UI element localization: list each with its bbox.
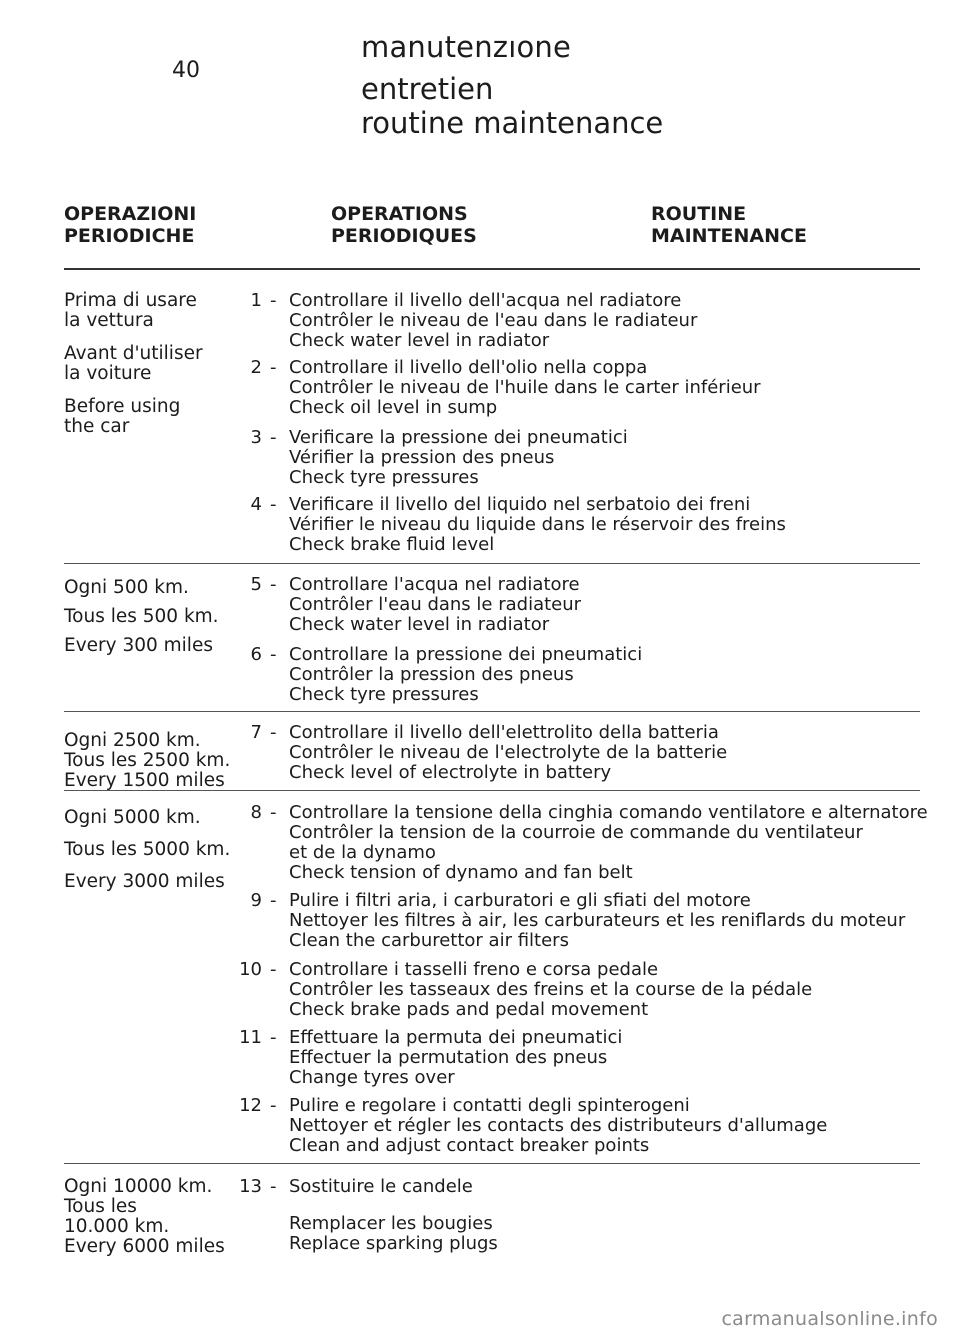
item-line: Controllare la tensione della cinghia comando ventilatore e alternatore <box>289 802 928 823</box>
item-line: Check water level in radiator <box>289 614 550 635</box>
item-line: Contrôler le niveau de l'huile dans le carter inférieur <box>289 377 761 398</box>
item-line: Clean and adjust contact breaker points <box>289 1135 650 1156</box>
header-italian-line: OPERAZIONI <box>64 203 197 225</box>
label-line: Ogni 10000 km. <box>64 1176 213 1197</box>
item-line: Effettuare la permuta dei pneumatici <box>289 1027 623 1048</box>
item-dash: - <box>270 494 277 515</box>
label-line: Ogni 2500 km. <box>64 730 201 751</box>
header-divider <box>64 268 920 270</box>
item-dash: - <box>270 574 277 595</box>
item-line: Contrôler les tasseaux des freins et la course de la pédale <box>289 979 813 1000</box>
label-line: Ogni 5000 km. <box>64 807 201 828</box>
item-line: Controllare l'acqua nel radiatore <box>289 574 580 595</box>
item-dash: - <box>270 959 277 980</box>
item-line <box>289 1197 498 1214</box>
item-dash: - <box>270 1027 277 1048</box>
section-label <box>64 578 219 656</box>
item-line: Check oil level in sump <box>289 397 498 418</box>
label-line: Every 1500 miles <box>64 770 225 791</box>
item-line: Effectuer la permutation des pneus <box>289 1047 608 1068</box>
label-line: Tous les <box>64 1196 137 1217</box>
item-line: Check tyre pressures <box>289 684 479 705</box>
title-french: entretien <box>361 72 494 106</box>
title-italian: manutenzıone <box>361 30 572 64</box>
header-italian-line: PERIODICHE <box>64 225 195 247</box>
item-line: Vérifier la pression des pneus <box>289 447 555 468</box>
label-line: Before using <box>64 396 181 417</box>
item-line: Change tyres over <box>289 1067 455 1088</box>
item-line: Contrôler le niveau de l'eau dans le radiateur <box>289 310 698 331</box>
item-line: Sostituire le candele <box>289 1176 473 1197</box>
header-french-line: PERIODIQUES <box>331 225 477 247</box>
item-number: 6 <box>250 644 262 665</box>
section-divider <box>64 563 920 564</box>
item-line: Pulire i filtri aria, i carburatori e gli sfiati del motore <box>289 890 751 911</box>
label-line: 10.000 km. <box>64 1216 170 1237</box>
item-dash: - <box>270 427 277 448</box>
header-french-line: OPERATIONS <box>331 203 468 225</box>
item-line: Contrôler l'eau dans le radiateur <box>289 594 582 615</box>
title-english: routine maintenance <box>361 106 664 140</box>
item-line: Nettoyer les filtres à air, les carburateurs et les reniflards du moteur <box>289 910 906 931</box>
item-line: Controllare il livello dell'elettrolito della batteria <box>289 722 719 743</box>
item-line: Nettoyer et régler les contacts des distributeurs d'allumage <box>289 1115 828 1136</box>
item-dash: - <box>270 1176 277 1197</box>
header-english <box>651 203 807 247</box>
section-divider <box>64 1163 920 1164</box>
item-line: Check tyre pressures <box>289 467 479 488</box>
item-number: 9 <box>250 890 262 911</box>
item-number: 5 <box>250 574 262 595</box>
label-line: Ogni 500 km. <box>64 577 189 598</box>
section-label <box>64 808 230 892</box>
item-line: Check brake fluid level <box>289 534 495 555</box>
item-dash: - <box>270 290 277 311</box>
item-number: 10 <box>239 959 262 980</box>
item-number: 4 <box>250 494 262 515</box>
item-line: Pulire e regolare i contatti degli spinterogeni <box>289 1095 690 1116</box>
item-number: 8 <box>250 802 262 823</box>
item-number: 2 <box>250 357 262 378</box>
header-french <box>331 203 477 247</box>
item-line: Check water level in radiator <box>289 330 550 351</box>
label-line: Tous les 5000 km. <box>64 839 231 860</box>
item-dash: - <box>270 890 277 911</box>
item-number: 3 <box>250 427 262 448</box>
item-line: Check level of electrolyte in battery <box>289 762 612 783</box>
watermark-text: carmanualsonline.info <box>721 1308 938 1330</box>
label-line: la vettura <box>64 310 154 331</box>
item-number: 1 <box>250 290 262 311</box>
item-number: 13 <box>239 1176 262 1197</box>
item-dash: - <box>270 802 277 823</box>
label-line: Every 6000 miles <box>64 1236 225 1257</box>
label-line: the car <box>64 416 130 437</box>
item-line: Contrôler le niveau de l'electrolyte de la batterie <box>289 742 728 763</box>
item-number: 12 <box>239 1095 262 1116</box>
section-divider <box>64 711 920 712</box>
section-label <box>64 1177 225 1257</box>
item-line: Controllare il livello dell'olio nella coppa <box>289 357 648 378</box>
item-dash: - <box>270 1095 277 1116</box>
section-label <box>64 291 203 437</box>
label-line: Every 3000 miles <box>64 871 225 892</box>
item-line: Check brake pads and pedal movement <box>289 999 649 1020</box>
item-dash: - <box>270 644 277 665</box>
section-label <box>64 731 230 791</box>
item-line: Check tension of dynamo and fan belt <box>289 862 633 883</box>
label-line: Every 300 miles <box>64 635 213 656</box>
item-line: Vérifier le niveau du liquide dans le réservoir des freins <box>289 514 786 535</box>
item-line: Controllare il livello dell'acqua nel radiatore <box>289 290 682 311</box>
header-italian <box>64 203 196 247</box>
section-divider <box>64 790 920 791</box>
header-english-line: MAINTENANCE <box>651 225 807 247</box>
item-number: 7 <box>250 722 262 743</box>
label-line: Tous les 2500 km. <box>64 750 231 771</box>
item-line: Remplacer les bougies <box>289 1213 493 1234</box>
item-line: Controllare i tasselli freno e corsa pedale <box>289 959 659 980</box>
item-dash: - <box>270 722 277 743</box>
item-line: Clean the carburettor air filters <box>289 930 569 951</box>
item-line: Verificare la pressione dei pneumatici <box>289 427 628 448</box>
page-number: 40 <box>172 58 200 83</box>
item-line: Contrôler la pression des pneus <box>289 664 574 685</box>
label-line: Avant d'utiliser <box>64 343 203 364</box>
label-line: Prima di usare <box>64 290 197 311</box>
label-line: Tous les 500 km. <box>64 606 219 627</box>
item-dash: - <box>270 357 277 378</box>
label-line: la voiture <box>64 363 152 384</box>
item-line: Verificare il livello del liquido nel serbatoio dei freni <box>289 494 751 515</box>
item-line: Controllare la pressione dei pneumatici <box>289 644 643 665</box>
item-line: Contrôler la tension de la courroie de commande du ventilateur <box>289 822 863 843</box>
header-english-line: ROUTINE <box>651 203 747 225</box>
item-line: et de la dynamo <box>289 842 436 863</box>
item-number: 11 <box>239 1027 262 1048</box>
item-line: Replace sparking plugs <box>289 1233 498 1254</box>
